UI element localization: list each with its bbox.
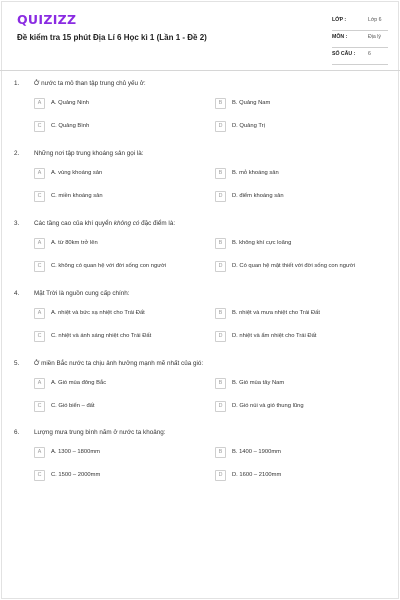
option-letter-box: B xyxy=(215,238,226,249)
quizizz-logo: QUIZIZZ xyxy=(17,12,77,27)
option-text: D. 1600 – 2100mm xyxy=(232,472,282,478)
option-text: C. Quảng Bình xyxy=(51,123,90,129)
option-text: C. nhiệt và ánh sáng nhiệt cho Trái Đất xyxy=(51,333,152,339)
option-text: A. vùng khoáng sản xyxy=(51,170,103,176)
option-d[interactable] xyxy=(215,261,385,272)
option-d[interactable] xyxy=(215,191,385,202)
option-text: C. không có quan hệ với đời sống con người xyxy=(51,263,167,269)
meta-value: Lớp 6 xyxy=(368,17,382,23)
option-letter-box: D xyxy=(215,401,226,412)
question-text-start: Các tầng cao của khí quyển xyxy=(34,220,114,227)
option-d[interactable] xyxy=(215,470,385,481)
question-text: Ở nước ta mỏ than tập trung chủ yếu ở: xyxy=(34,80,146,87)
option-text: A. 1300 – 1800mm xyxy=(51,449,100,455)
option-letter-box: A xyxy=(34,378,45,389)
option-letter-box: C xyxy=(34,261,45,272)
option-letter-box: B xyxy=(215,168,226,179)
question-text-italic: không có xyxy=(113,220,140,227)
option-text: A. Quảng Ninh xyxy=(51,100,90,106)
option-text: B. Quảng Nam xyxy=(232,100,271,106)
option-b[interactable] xyxy=(215,378,385,389)
option-a[interactable] xyxy=(34,98,204,109)
option-c[interactable] xyxy=(34,261,204,272)
option-b[interactable] xyxy=(215,238,385,249)
option-letter-box: A xyxy=(34,447,45,458)
option-letter-box: C xyxy=(34,191,45,202)
option-letter-box: C xyxy=(34,331,45,342)
option-text: D. điểm khoáng sản xyxy=(232,193,284,199)
option-letter-box: B xyxy=(215,308,226,319)
option-d[interactable] xyxy=(215,401,385,412)
option-c[interactable] xyxy=(34,331,204,342)
option-letter-box: A xyxy=(34,308,45,319)
meta-row-class xyxy=(332,14,388,31)
option-text: C. 1500 – 2000mm xyxy=(51,472,101,478)
meta-label: MÔN : xyxy=(332,34,348,40)
option-b[interactable] xyxy=(215,308,385,319)
question-text: Mặt Trời là nguồn cung cấp chính: xyxy=(34,290,130,297)
question-text: Những nơi tập trung khoáng sản gọi là: xyxy=(34,150,144,157)
option-letter-box: B xyxy=(215,98,226,109)
option-text: D. Quảng Trị xyxy=(232,123,265,129)
option-text: B. 1400 – 1900mm xyxy=(232,449,281,455)
option-b[interactable] xyxy=(215,168,385,179)
option-letter-box: D xyxy=(215,470,226,481)
question-text: Ở miền Bắc nước ta chịu ảnh hưởng mạnh mẽ nhất của gió: xyxy=(34,360,204,367)
question-1 xyxy=(0,80,400,150)
question-3 xyxy=(0,220,400,290)
question-4 xyxy=(0,290,400,360)
option-c[interactable] xyxy=(34,401,204,412)
option-c[interactable] xyxy=(34,470,204,481)
question-6 xyxy=(0,429,400,499)
meta-label: SỐ CÂU : xyxy=(332,51,356,57)
option-letter-box: D xyxy=(215,191,226,202)
header-divider xyxy=(0,70,400,71)
question-5 xyxy=(0,360,400,430)
option-letter-box: A xyxy=(34,168,45,179)
option-a[interactable] xyxy=(34,168,204,179)
option-letter-box: D xyxy=(215,261,226,272)
option-a[interactable] xyxy=(34,308,204,319)
option-text: B. Gió mùa tây Nam xyxy=(232,380,285,386)
question-2 xyxy=(0,150,400,220)
option-text: C. Gió biển – đất xyxy=(51,403,95,409)
option-letter-box: D xyxy=(215,121,226,132)
worksheet-header xyxy=(0,0,400,70)
option-text: A. Gió mùa đông Bắc xyxy=(51,380,107,386)
option-a[interactable] xyxy=(34,447,204,458)
option-text: D. Gió núi và gió thung lũng xyxy=(232,403,304,409)
option-letter-box: D xyxy=(215,331,226,342)
question-number: 2. xyxy=(14,150,20,157)
question-number: 5. xyxy=(14,360,20,367)
option-text: B. mỏ khoáng sản xyxy=(232,170,279,176)
question-text: Lượng mưa trung bình năm ở nước ta khoảng: xyxy=(34,429,166,436)
option-letter-box: C xyxy=(34,470,45,481)
option-letter-box: C xyxy=(34,401,45,412)
option-text: C. miền khoáng sản xyxy=(51,193,103,199)
meta-row-subject xyxy=(332,31,388,48)
question-text-end: đặc điểm là: xyxy=(139,220,176,227)
option-text: B. nhiệt và mưa nhiệt cho Trái Đất xyxy=(232,310,320,316)
question-number: 3. xyxy=(14,220,20,227)
meta-value: 6 xyxy=(368,51,371,57)
question-number: 1. xyxy=(14,80,20,87)
option-a[interactable] xyxy=(34,238,204,249)
question-text xyxy=(34,220,175,227)
meta-info xyxy=(332,14,388,65)
question-number: 6. xyxy=(14,429,20,436)
option-c[interactable] xyxy=(34,121,204,132)
option-letter-box: A xyxy=(34,238,45,249)
option-b[interactable] xyxy=(215,447,385,458)
option-text: D. nhiệt và ẩm nhiệt cho Trái Đất xyxy=(232,333,317,339)
question-number: 4. xyxy=(14,290,20,297)
meta-label: LỚP : xyxy=(332,17,347,23)
option-d[interactable] xyxy=(215,331,385,342)
option-a[interactable] xyxy=(34,378,204,389)
meta-value: Địa lý xyxy=(368,34,381,40)
option-d[interactable] xyxy=(215,121,385,132)
option-letter-box: B xyxy=(215,378,226,389)
option-text: D. Có quan hệ mật thiết với đời sống con người xyxy=(232,263,355,269)
option-letter-box: C xyxy=(34,121,45,132)
worksheet-title: Đề kiểm tra 15 phút Địa Lí 6 Học kì 1 (Lần 1 - Đề 2) xyxy=(17,33,207,42)
option-b[interactable] xyxy=(215,98,385,109)
option-c[interactable] xyxy=(34,191,204,202)
option-letter-box: B xyxy=(215,447,226,458)
option-text: B. không khí cực loãng xyxy=(232,240,292,246)
option-letter-box: A xyxy=(34,98,45,109)
option-text: A. từ 80km trở lên xyxy=(51,240,98,246)
option-text: A. nhiệt và bức xạ nhiệt cho Trái Đất xyxy=(51,310,145,316)
meta-row-count xyxy=(332,48,388,65)
